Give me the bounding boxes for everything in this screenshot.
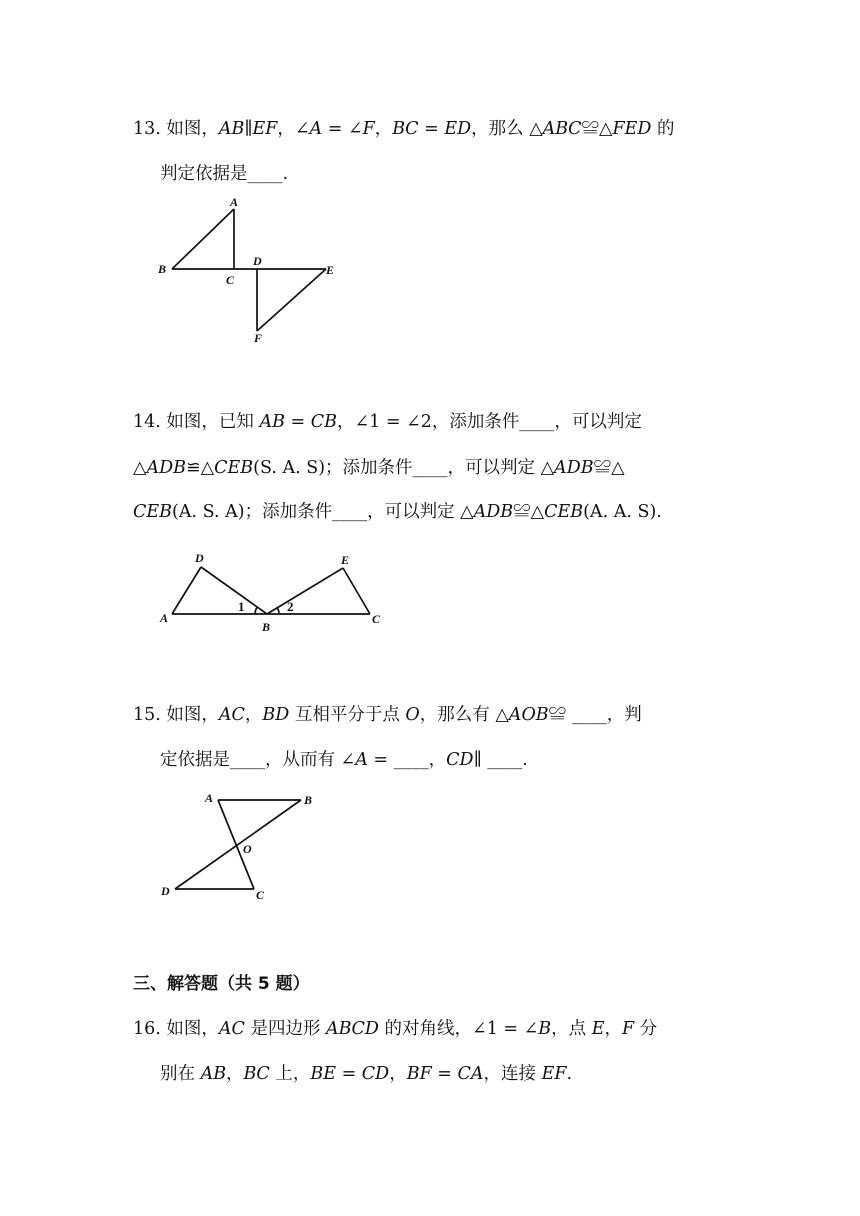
q15-line-2: 定依据是____，从而有 ∠𝐴 = ____，𝐶𝐷∥ ____.: [160, 750, 528, 770]
section-3-heading: 三、解答题（共 5 题）: [133, 974, 310, 994]
q13-label-a: A: [230, 195, 239, 209]
q14-figure-lines: [172, 567, 370, 614]
q14-line-2: △𝐴𝐷𝐵≌△𝐶𝐸𝐵(S. A. S)；添加条件____，可以判定 △𝐴𝐷𝐵≌△: [133, 458, 625, 478]
q13-figure: [150, 195, 350, 345]
q14-angle-2-label: 2: [287, 599, 294, 614]
q15-label-a: A: [205, 791, 214, 805]
q15-label-b: B: [304, 793, 313, 807]
q16-line-2: 别在 𝐴𝐵，𝐵𝐶 上，𝐵𝐸 = 𝐶𝐷，𝐵𝐹 = 𝐶𝐴，连接 𝐸𝐹.: [160, 1064, 573, 1084]
q15-label-c: C: [256, 888, 265, 902]
q13-label-c: C: [226, 273, 235, 287]
q14-line-1: 14. 如图，已知 𝐴𝐵 = 𝐶𝐵，∠1 = ∠2，添加条件____，可以判定: [133, 412, 642, 432]
q16-line-1: 16. 如图，𝐴𝐶 是四边形 𝐴𝐵𝐶𝐷 的对角线，∠1 = ∠𝐵，点 𝐸，𝐹 分: [133, 1019, 658, 1039]
q14-label-e: E: [341, 553, 350, 567]
q14-angle-1-label: 1: [238, 599, 245, 614]
q13-line-2: 判定依据是____.: [160, 164, 289, 184]
q15-label-o: O: [243, 842, 252, 856]
q13-label-b: B: [158, 262, 167, 276]
q14-label-b: B: [262, 620, 271, 634]
q14-label-a: A: [160, 611, 169, 625]
q14-line-3: 𝐶𝐸𝐵(A. S. A)；添加条件____，可以判定 △𝐴𝐷𝐵≌△𝐶𝐸𝐵(A. A. S).: [133, 502, 662, 522]
q14-label-d: D: [195, 551, 204, 565]
q13-line-1: 13. 如图，𝐴𝐵∥𝐸𝐹，∠𝐴 = ∠𝐹，𝐵𝐶 = 𝐸𝐷，那么 △𝐴𝐵𝐶≌△𝐹𝐸𝐷 的: [133, 119, 675, 139]
q13-figure-lines: [172, 209, 326, 331]
q14-label-c: C: [372, 612, 381, 626]
q15-line-1: 15. 如图，𝐴𝐶，𝐵𝐷 互相平分于点 𝑂，那么有 △𝐴𝑂𝐵≌ ____，判: [133, 705, 642, 725]
q15-figure-lines: [175, 800, 301, 889]
q13-label-d: D: [253, 254, 262, 268]
q13-label-f: F: [254, 331, 263, 345]
q15-label-d: D: [161, 884, 170, 898]
q14-figure: [155, 545, 395, 635]
q15-figure: [155, 785, 355, 910]
q13-label-e: E: [326, 263, 335, 277]
